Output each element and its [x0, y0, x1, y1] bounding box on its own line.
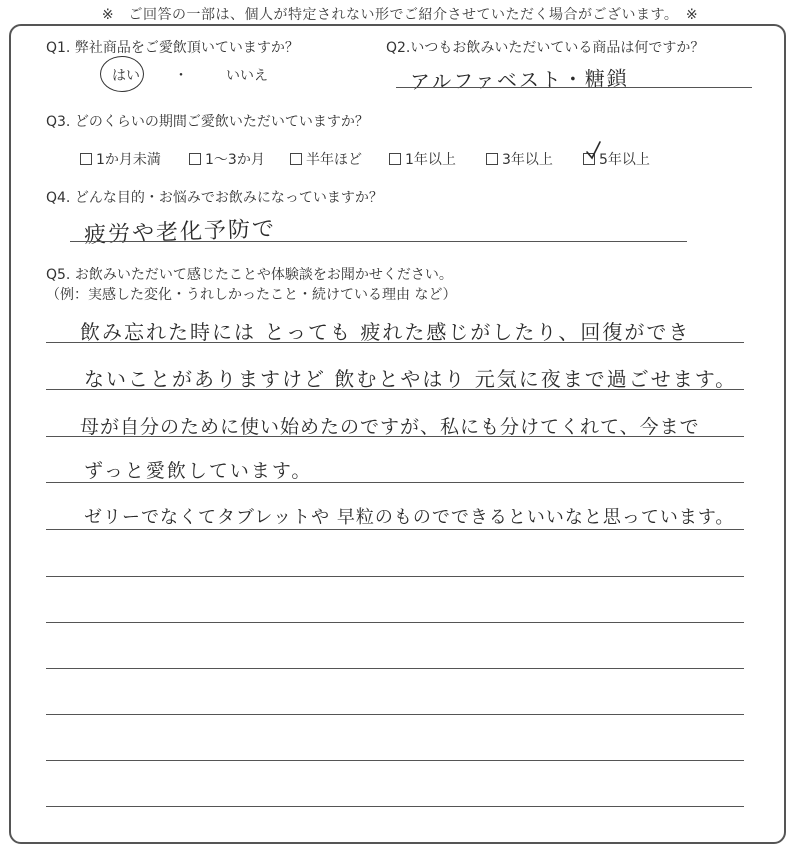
q2-answer-line [396, 87, 752, 88]
q4-answer-line [70, 241, 687, 242]
q5-ruled-line-6 [46, 576, 744, 577]
q3-option-label: 5年以上 [599, 152, 650, 168]
q2-label: Q2.いつもお飲みいただいている商品は何ですか？ [386, 40, 705, 56]
q4-label: Q4. どんな目的・お悩みでお飲みになっていますか？ [46, 190, 383, 206]
q3-option-half-year[interactable] [290, 149, 362, 169]
q1-option-no[interactable]: いいえ [226, 68, 268, 84]
q5-label: Q5. お飲みいただいて感じたことや体験談をお聞かせください。 [46, 267, 453, 283]
q1-option-yes[interactable]: はい [112, 68, 140, 84]
q3-option-label: 1年以上 [405, 152, 456, 168]
q5-ruled-line-2 [46, 389, 744, 390]
q3-option-label: 1～3か月 [205, 152, 265, 168]
q5-answer-line-4[interactable]: ずっと愛飲しています。 [84, 460, 313, 482]
q1-selection-circle [100, 56, 144, 92]
q5-ruled-line-3 [46, 436, 744, 437]
q2-answer-handwritten[interactable]: アルファベスト・糖鎖 [409, 66, 630, 94]
q3-option-1-3-months[interactable] [189, 149, 265, 169]
q3-option-under-1-month[interactable] [80, 149, 161, 169]
q5-ruled-line-7 [46, 622, 744, 623]
q5-ruled-line-4 [46, 482, 744, 483]
checkbox-icon[interactable] [486, 153, 498, 165]
q5-answer-line-3[interactable]: 母が自分のために使い始めたのですが、私にも分けてくれて、今まで [80, 416, 700, 438]
q5-ruled-line-8 [46, 668, 744, 669]
checkbox-icon[interactable] [80, 153, 92, 165]
q3-option-label: 半年ほど [306, 152, 362, 168]
checkbox-icon[interactable] [290, 153, 302, 165]
q1-option-separator: ・ [174, 68, 188, 84]
q5-ruled-line-11 [46, 806, 744, 807]
q5-ruled-line-1 [46, 342, 744, 343]
q5-answer-line-5[interactable]: ゼリーでなくてタブレットや 早粒のものでできるといいなと思っています。 [84, 507, 735, 528]
q3-option-over-1-year[interactable] [389, 149, 456, 169]
q3-option-label: 1か月未満 [96, 152, 161, 168]
privacy-notice: ※ ご回答の一部は、個人が特定されない形でご紹介させていただく場合がございます。 ※ [101, 7, 699, 23]
checkbox-icon[interactable] [389, 153, 401, 165]
q5-sublabel: （例：実感した変化・うれしかったこと・続けている理由 など） [46, 287, 457, 303]
q3-label: Q3. どのくらいの期間ご愛飲いただいていますか？ [46, 114, 369, 130]
q3-option-over-3-years[interactable] [486, 149, 553, 169]
q5-ruled-line-10 [46, 760, 744, 761]
checkbox-icon[interactable] [189, 153, 201, 165]
q5-answer-line-2[interactable]: ないことがありますけど 飲むとやはり 元気に夜まで過ごせます。 [84, 367, 738, 391]
q5-ruled-line-5 [46, 529, 744, 530]
checkmark-icon [584, 140, 604, 162]
q3-option-label: 3年以上 [502, 152, 553, 168]
q4-answer-handwritten[interactable]: 疲労や老化予防で [83, 216, 277, 249]
q1-label: Q1. 弊社商品をご愛飲頂いていますか？ [46, 40, 299, 56]
q5-answer-line-1[interactable]: 飲み忘れた時には とっても 疲れた感じがしたり、回復ができ [80, 320, 691, 344]
q5-ruled-line-9 [46, 714, 744, 715]
